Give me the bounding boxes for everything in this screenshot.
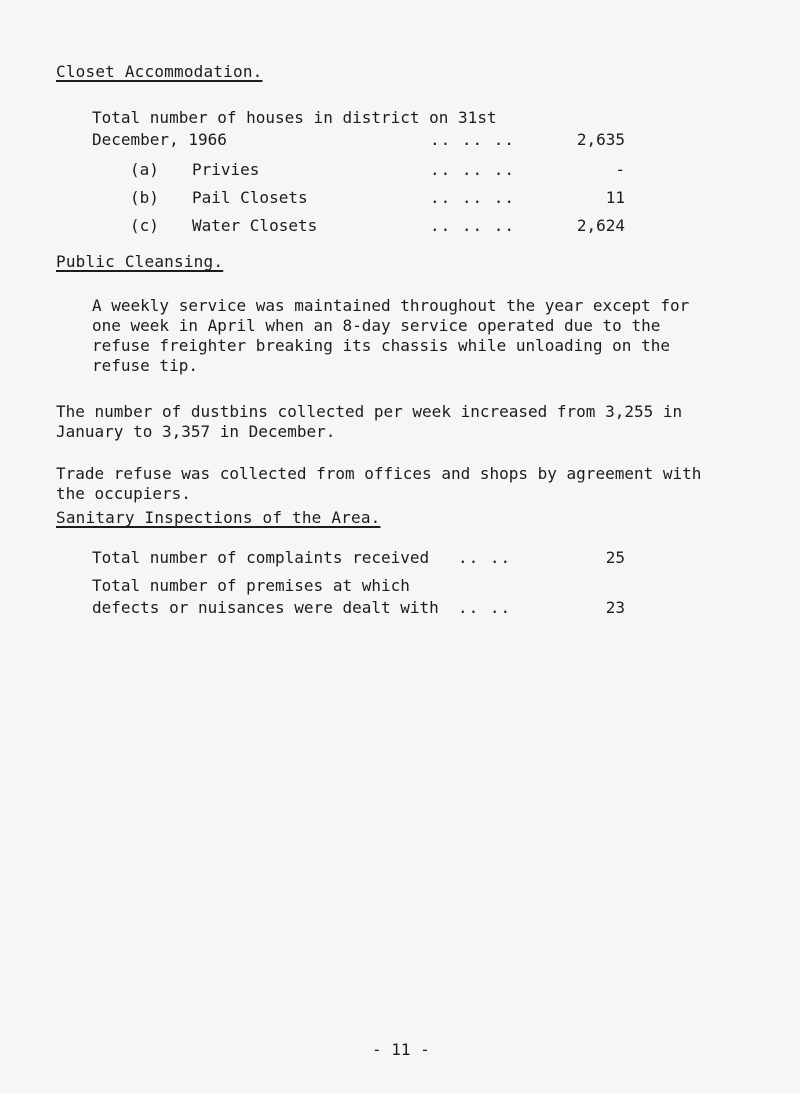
item-a-name: Privies [192,160,260,179]
premises-label-line2: defects or nuisances were dealt with [92,598,439,617]
premises-label-line1: Total number of premises at which [92,576,410,595]
premises-value: 23 [605,598,625,617]
item-b-value: 11 [605,188,625,207]
cleansing-paragraph-1: A weekly service was maintained throughout the year except for one week in April when an 8-day service operated due to the refuse freighter breaking its chassis while unloading on the refuse tip. [92,296,690,375]
total-houses-line2: December, 1966 [92,130,227,149]
inspections-heading: Sanitary Inspections of the Area. [56,508,381,527]
complaints-label: Total number of complaints received [92,548,430,567]
item-c-name: Water Closets [192,216,318,235]
cleansing-heading: Public Cleansing. [56,252,224,271]
premises-dots: .. .. [458,598,512,617]
total-houses-dots: .. .. .. [430,130,516,149]
item-a-label: (a) [130,160,159,179]
closet-heading: Closet Accommodation. [56,62,263,81]
page-number: - 11 - [372,1040,430,1059]
total-houses-line1: Total number of houses in district on 31st [92,108,497,127]
complaints-value: 25 [605,548,625,567]
item-c-dots: .. .. .. [430,216,516,235]
item-b-name: Pail Closets [192,188,308,207]
item-b-label: (b) [130,188,159,207]
item-c-label: (c) [130,216,159,235]
item-a-dots: .. .. .. [430,160,516,179]
item-a-value: - [615,160,625,179]
item-b-dots: .. .. .. [430,188,516,207]
total-houses-value: 2,635 [576,130,625,149]
item-c-value: 2,624 [576,216,625,235]
cleansing-paragraph-3: Trade refuse was collected from offices and shops by agreement with the occupiers. [56,464,702,503]
cleansing-paragraph-2: The number of dustbins collected per week increased from 3,255 in January to 3,357 in December. [56,402,683,441]
complaints-dots: .. .. [458,548,512,567]
